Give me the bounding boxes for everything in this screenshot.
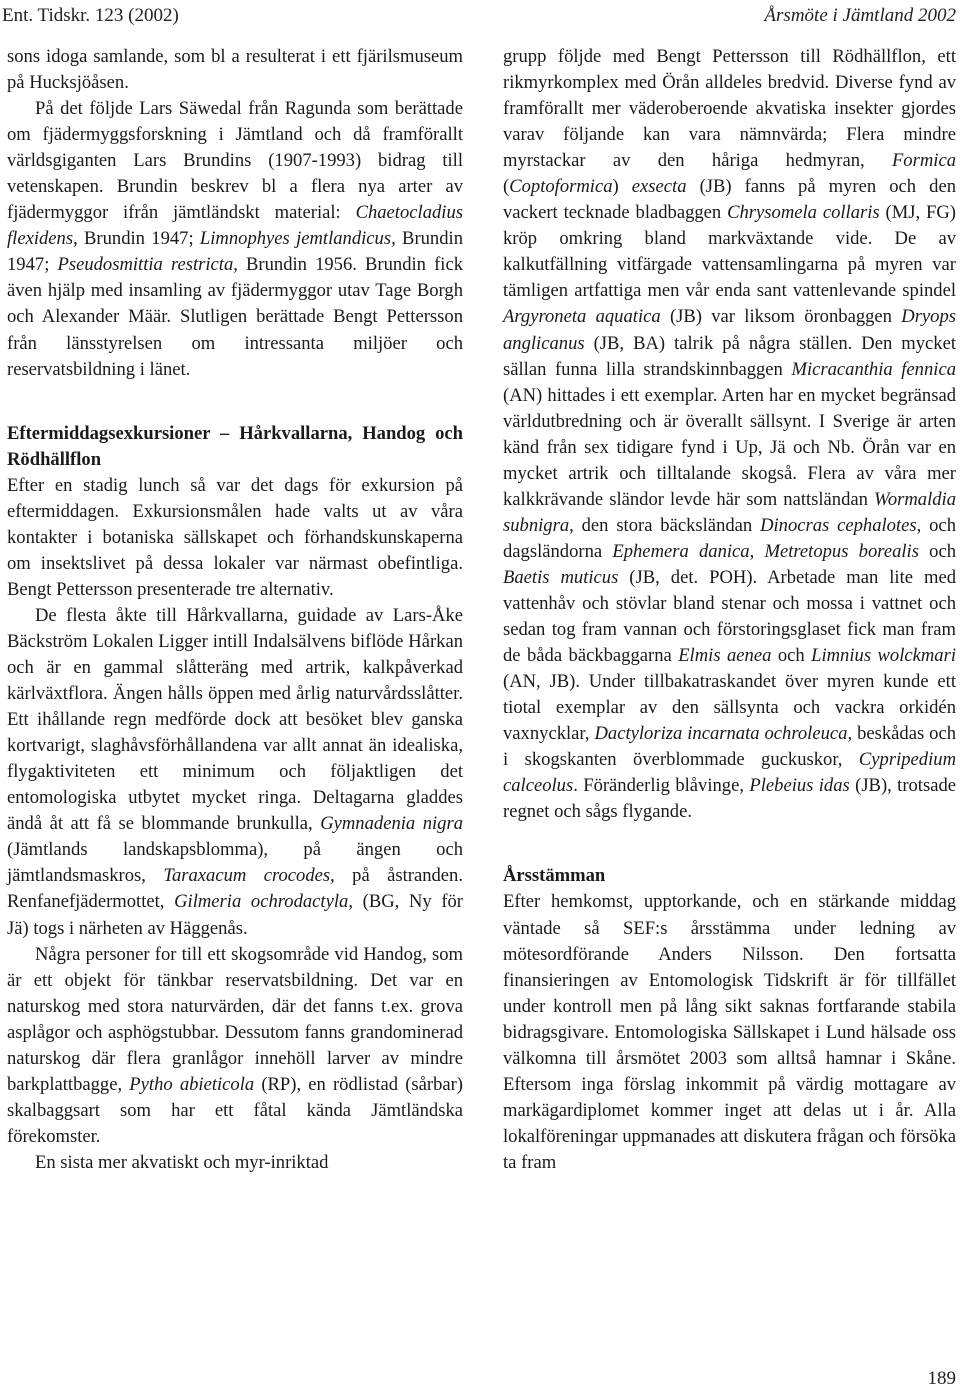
species-name: Wormaldia subnigra: [503, 488, 956, 536]
species-name: exsecta: [631, 176, 687, 198]
paragraph: sons idoga samlande, som bl a resulterat i ett fjärilsmuseum på Hucksjöåsen.: [7, 46, 463, 94]
running-head-section: Årsmöte i Jämtland 2002: [764, 5, 956, 26]
species-name: Baetis muticus: [503, 566, 619, 588]
left-column: [7, 44, 463, 1176]
species-name: Coptoformica: [509, 176, 613, 198]
species-name: Cypripedium calceolus: [503, 749, 956, 797]
species-name: Gymnadenia nigra: [320, 813, 464, 835]
species-name: Metretopus borealis: [764, 540, 919, 562]
species-name: Micracanthia fennica: [791, 358, 956, 380]
right-column: [503, 44, 956, 1176]
species-name: Ephemera danica: [612, 540, 750, 562]
paragraph: Efter en stadig lunch så var det dags för exkursion på eftermiddagen. Exkursionsmålen hade valts ut av våra kontakter i botaniska sällskapet och förhandskunskaperna om insektslivet på dessa lokaler var närmast obefintliga. Bengt Pettersson presenterade tre alternativ.: [7, 474, 463, 600]
species-name: Dryops anglicanus: [503, 306, 957, 354]
species-name: Limnophyes jemtlandicus,: [199, 228, 396, 250]
species-name: Elmis aenea: [678, 645, 772, 667]
species-name: Pytho abieticola: [129, 1073, 255, 1095]
paragraph: En sista mer akvatiskt och myr-inriktad: [35, 1151, 329, 1173]
species-name: Dactyloriza incarnata ochroleuca,: [594, 723, 853, 745]
species-name: Chaetocladius flexidens: [7, 202, 463, 250]
paragraph: Efter hemkomst, upptorkande, och en stärkande middag väntade så SEF:s årsstämma under ledning av mötesordförande Anders Nilsson. Den fortsatta finansieringen av Entomologisk Tidskrift är för tillfället under kontroll men på lång sikt saknas fortfarande stabila bidragsgivare. Entomologiska Sällskapet i Lund hälsade oss välkomna till årsmötet 2003 som alltså hamnar i Skåne. Eftersom inga förslag inkommit på värdig mottagare av markägardiplomet kommer inget att delas ut i år. Alla lokalföreningar uppmanades att diskutera frågan och försöka ta fram: [503, 891, 956, 1173]
section-heading: Eftermiddagsexkursioner – Hårkvallarna, Handog och Rödhällflon: [7, 422, 463, 470]
species-name: Gilmeria ochrodactyla: [174, 891, 349, 913]
species-name: Chrysomela collaris: [727, 202, 880, 224]
species-name: Plebeius idas: [749, 775, 850, 797]
paragraph: De flesta åkte till Hårkvallarna, guidade av Lars-Åke Bäckström Lokalen Ligger intill Indalsälvens biflöde Hårkan och är en gammal slåtteräng med artrik, kalkpåverkad kärlväxtflora. Ängen hålls öppen med årlig naturvårdsslåtter. Ett ihållande regn medförde dock att besöket blev ganska kortvarigt, slaghåvsförhållandena var allt annat än idealiska, flygaktiviteten ett minimum och följaktligen det entomologiska utbytet mycket ringa. Deltagarna gladdes ändå åt att få se blommande brunkulla, Gymnadenia nigra (Jämtlands landskapsblomma), på ängen och jämtlandsmaskros, Taraxacum crocodes, på åstranden. Renfanefjädermottet, Gilmeria ochrodactyla, (BG, Ny för Jä) togs i närheten av Häggenås.: [7, 604, 464, 939]
species-name: Limnius wolckmari: [811, 645, 956, 667]
species-name: Dinocras cephalotes: [760, 514, 917, 536]
species-name: Taraxacum crocodes: [163, 865, 331, 887]
paragraph: På det följde Lars Säwedal från Ragunda som berättade om fjädermyggsforskning i Jämtland och då framförallt världsgiganten Lars Brundins (1907-1993) bidrag till vetenskapen. Brundin beskrev bl a flera nya arter av fjädermyggor ifrån jämtländskt material: Chaetocladius flexidens, Brundin 1947; Limnophyes jemtlandicus, Brundin 1947; Pseudosmittia restricta, Brundin 1956. Brundin fick även hjälp med insamling av fjädermyggor utav Tage Borgh och Alexander Määr. Slutligen berättade Bengt Pettersson från länsstyrelsen om intressanta miljöer och reservatsbildning i länet.: [7, 98, 463, 380]
species-name: Formica: [891, 150, 956, 172]
paragraph: Några personer for till ett skogsområde vid Handog, som är ett objekt för tänkbar reservatsbildning. Det var en naturskog med stora naturvärden, där det fanns t.ex. grova asplågor och asphögstubbar. Dessutom fanns grandominerad naturskog där flera granlågor innehöll larver av mindre barkplattbagge, Pytho abieticola (RP), en rödlistad (sårbar) skalbaggsart som har ett fåtal kända Jämtländska förekomster.: [7, 943, 464, 1147]
species-name: Pseudosmittia restricta: [57, 254, 234, 276]
section-heading: Årsstämman: [503, 865, 606, 887]
running-head-journal: Ent. Tidskr. 123 (2002): [2, 5, 179, 26]
species-name: Argyroneta aquatica: [503, 306, 661, 328]
page-number: 189: [927, 1368, 956, 1389]
paragraph: grupp följde med Bengt Pettersson till Rödhällflon, ett rikmyrkomplex med Örån alldeles bredvid. Diverse fynd av framförallt mer väderoberoende akvatiska insekter gjordes varav följande kan vara nämnvärda; Flera mindre myrstackar av den håriga hedmyran, Formica (Coptoformica) exsecta (JB) fanns på myren och den vackert tecknade bladbaggen Chrysomela collaris (MJ, FG) kröp omkring bland markväxtande vide. De av kalkutfällning vitfärgade vattensamlingarna på myren var tämligen artfattiga men vår enda sant vattenlevande spindel Argyroneta aquatica (JB) var liksom öronbaggen Dryops anglicanus (JB, BA) talrik på några ställen. Den mycket sällan funna lilla strandskinnbaggen Micracanthia fennica (AN) hittades i ett exemplar. Arten har en mycket begränsad världutbredning och är överallt sällsynt. I Sverige är arten känd från sex tidigare fynd i Up, Jä och Nb. Örån var en mycket artrik och tilltalande skogså. Flera av våra mer kalkkrävande sländor levde här som nattsländan Wormaldia subnigra, den stora bäcksländan Dinocras cephalotes, och dagsländorna Ephemera danica, Metretopus borealis och Baetis muticus (JB, det. POH). Arbetade man lite med vattenhåv och stövlar bland stenar och mossa i vattnet och sedan tog fram vannan och förstoringsglaset fick man fram de båda bäckbaggarna Elmis aenea och Limnius wolckmari (AN, JB). Under tillbakatraskandet över myren kunde ett tiotal exemplar av den sällsynta och vackra orkidén vaxnycklar, Dactyloriza incarnata ochroleuca, beskådas och i skogskanten överblommade guckuskor, Cypripedium calceolus. Föränderlig blåvinge, Plebeius idas (JB), trotsade regnet och sågs flygande.: [503, 46, 957, 823]
